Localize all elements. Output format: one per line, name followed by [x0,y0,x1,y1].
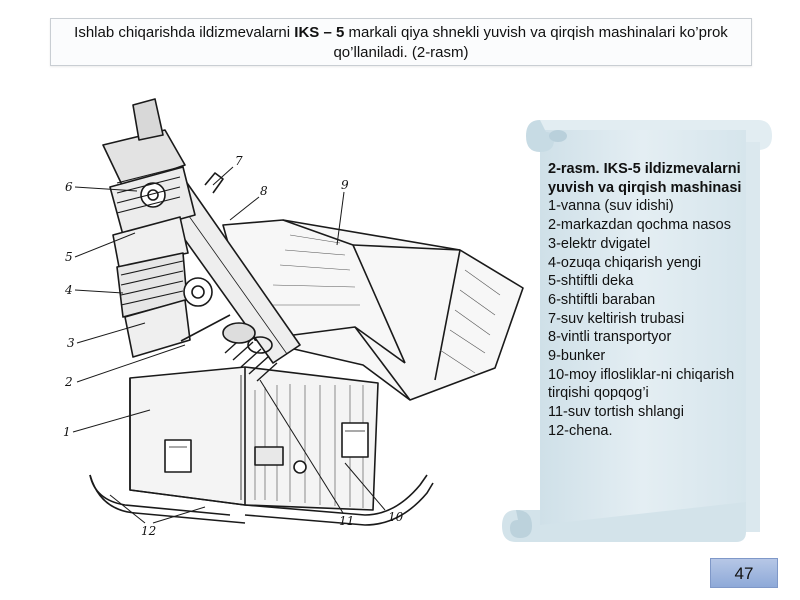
legend-item: 10-moy iflosliklar-ni chiqarish tirqishi qopqog’i [548,366,735,402]
legend-item: 1-vanna (suv idishi) [548,198,674,215]
caption-text [548,160,748,441]
machine-illustration [55,95,525,545]
callout-4: 4 [65,283,73,297]
intro-text-model: IKS – 5 [294,24,345,41]
callout-7: 7 [235,154,243,168]
legend-item: 2-markazdan qochma nasos [548,217,731,234]
legend-item: 11-suv tortish shlangi [548,404,684,421]
legend-item: 8-vintli transportyor [548,329,672,346]
callout-6: 6 [65,180,73,194]
legend-item: 6-shtiftli baraban [548,291,656,308]
caption-scroll [496,112,778,548]
legend-item: 9-bunker [548,348,606,365]
page-number: 47 [710,558,778,588]
callout-5: 5 [65,250,73,264]
callout-8: 8 [260,184,268,198]
callout-9: 9 [341,178,349,192]
callout-12: 12 [141,524,157,538]
legend-item: 3-elektr dvigatel [548,235,651,252]
legend-item: 4-ozuqa chiqarish yengi [548,254,702,271]
intro-text-end: markali qiya shnekli yuvish va qirqish mashinalari ko’prok qo’llaniladi. (2-rasm) [333,24,728,61]
callout-1: 1 [63,425,71,439]
legend-item: 12-chena. [548,422,613,439]
legend-list [548,197,748,440]
caption-title: 2-rasm. IKS-5 ildizmevalarni yuvish va qirqish mashinasi [548,161,742,196]
legend-item: 7-suv keltirish trubasi [548,310,685,327]
callout-11: 11 [339,514,355,528]
legend-item: 5-shtiftli deka [548,273,634,290]
callout-2: 2 [65,375,73,389]
intro-text-start: Ishlab chiqarishda ildizmevalarni [74,24,295,41]
intro-text-box [50,18,752,66]
callout-10: 10 [388,510,404,524]
callout-3: 3 [67,336,75,350]
